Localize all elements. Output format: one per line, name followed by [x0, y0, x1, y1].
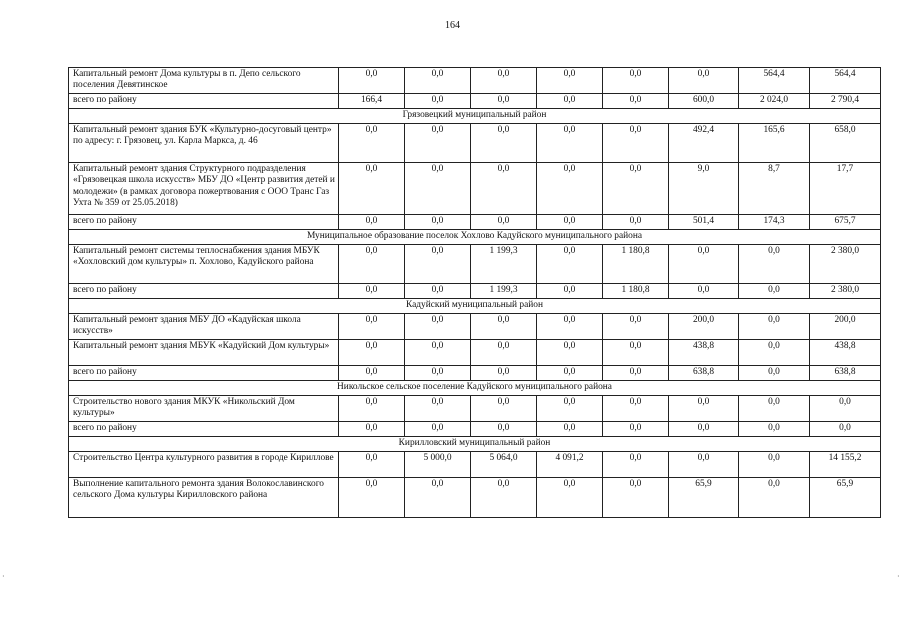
value-cell: 564,4: [739, 68, 810, 94]
value-cell: 0,0: [739, 245, 810, 284]
object-name-cell: Строительство Центра культурного развития в городе Кириллове: [69, 452, 339, 478]
value-cell: 0,0: [405, 314, 471, 340]
value-cell: 0,0: [603, 478, 669, 518]
value-cell: 0,0: [405, 245, 471, 284]
object-name-cell: Выполнение капитального ремонта здания Волокославинского сельского Дома культуры Кирилловского района: [69, 478, 339, 518]
table-row: [69, 340, 881, 366]
value-cell: 0,0: [339, 452, 405, 478]
value-cell: 0,0: [405, 478, 471, 518]
section-title: Никольское сельское поселение Кадуйского муниципального района: [69, 381, 881, 396]
table-row: [69, 452, 881, 478]
district-total-row: [69, 215, 881, 230]
object-name-cell: Строительство нового здания МКУК «Никольский Дом культуры»: [69, 396, 339, 422]
value-cell: 0,0: [471, 68, 537, 94]
value-cell: 0,0: [537, 124, 603, 163]
value-cell: 0,0: [405, 124, 471, 163]
table-row: [69, 163, 881, 215]
value-cell: 0,0: [669, 245, 739, 284]
value-cell: 0,0: [405, 340, 471, 366]
value-cell: 0,0: [537, 366, 603, 381]
value-cell: 0,0: [339, 396, 405, 422]
value-cell: 0,0: [739, 396, 810, 422]
table-row: [69, 68, 881, 94]
object-name-cell: Капитальный ремонт Дома культуры в п. Депо сельского поселения Девятинское: [69, 68, 339, 94]
value-cell: 65,9: [669, 478, 739, 518]
value-cell: 0,0: [471, 163, 537, 215]
value-cell: 0,0: [669, 452, 739, 478]
value-cell: 0,0: [739, 314, 810, 340]
section-title: Кирилловский муниципальный район: [69, 437, 881, 452]
value-cell: 0,0: [471, 94, 537, 109]
table-row: [69, 245, 881, 284]
value-cell: 0,0: [739, 340, 810, 366]
value-cell: 0,0: [339, 245, 405, 284]
section-header-row: [69, 109, 881, 124]
value-cell: 2 380,0: [810, 245, 881, 284]
value-cell: 0,0: [537, 163, 603, 215]
section-header-row: [69, 230, 881, 245]
value-cell: 0,0: [339, 215, 405, 230]
total-label-cell: всего по району: [69, 94, 339, 109]
value-cell: 0,0: [603, 452, 669, 478]
budget-table: [68, 67, 881, 518]
value-cell: 65,9: [810, 478, 881, 518]
total-label-cell: всего по району: [69, 366, 339, 381]
value-cell: 0,0: [537, 68, 603, 94]
value-cell: 165,6: [739, 124, 810, 163]
section-title: Муниципальное образование поселок Хохлово Кадуйского муниципального района: [69, 230, 881, 245]
value-cell: 492,4: [669, 124, 739, 163]
value-cell: 0,0: [603, 68, 669, 94]
table-body: [69, 68, 881, 518]
value-cell: 0,0: [471, 340, 537, 366]
value-cell: 0,0: [603, 314, 669, 340]
value-cell: 0,0: [739, 478, 810, 518]
value-cell: 0,0: [405, 284, 471, 299]
value-cell: 0,0: [405, 94, 471, 109]
value-cell: 0,0: [603, 340, 669, 366]
value-cell: 0,0: [339, 478, 405, 518]
section-header-row: [69, 381, 881, 396]
left-edge-mark: ·: [2, 572, 5, 581]
value-cell: 0,0: [405, 215, 471, 230]
value-cell: 0,0: [471, 124, 537, 163]
object-name-cell: Капитальный ремонт здания МБУК «Кадуйский Дом культуры»: [69, 340, 339, 366]
value-cell: 0,0: [603, 163, 669, 215]
value-cell: 0,0: [669, 396, 739, 422]
value-cell: 0,0: [669, 422, 739, 437]
value-cell: 0,0: [471, 215, 537, 230]
value-cell: 0,0: [537, 396, 603, 422]
value-cell: 0,0: [603, 396, 669, 422]
value-cell: 0,0: [405, 366, 471, 381]
value-cell: 0,0: [339, 68, 405, 94]
total-label-cell: всего по району: [69, 422, 339, 437]
value-cell: 9,0: [669, 163, 739, 215]
value-cell: 0,0: [339, 284, 405, 299]
district-total-row: [69, 94, 881, 109]
right-edge-mark: ·: [897, 572, 900, 581]
value-cell: 0,0: [537, 340, 603, 366]
value-cell: 564,4: [810, 68, 881, 94]
total-label-cell: всего по району: [69, 284, 339, 299]
value-cell: 0,0: [537, 215, 603, 230]
table-row: [69, 314, 881, 340]
district-total-row: [69, 284, 881, 299]
value-cell: 0,0: [537, 478, 603, 518]
value-cell: 0,0: [339, 314, 405, 340]
value-cell: 4 091,2: [537, 452, 603, 478]
object-name-cell: Капитальный ремонт здания БУК «Культурно-досуговый центр» по адресу: г. Грязовец, ул. Карла Маркса, д. 46: [69, 124, 339, 163]
value-cell: 0,0: [603, 366, 669, 381]
value-cell: 0,0: [339, 366, 405, 381]
value-cell: 0,0: [471, 422, 537, 437]
object-name-cell: Капитальный ремонт здания Структурного подразделения «Грязовецкая школа искусств» МБУ ДО «Центр развития детей и молодежи» (в рамках договора пожертвования с ООО Транс Газ Ухта № 359 от 25.05.2018): [69, 163, 339, 215]
value-cell: 438,8: [669, 340, 739, 366]
value-cell: 0,0: [739, 284, 810, 299]
value-cell: 2 024,0: [739, 94, 810, 109]
value-cell: 200,0: [810, 314, 881, 340]
value-cell: 0,0: [537, 94, 603, 109]
value-cell: 0,0: [537, 422, 603, 437]
value-cell: 0,0: [537, 314, 603, 340]
value-cell: 675,7: [810, 215, 881, 230]
value-cell: 0,0: [537, 245, 603, 284]
value-cell: 0,0: [603, 124, 669, 163]
section-header-row: [69, 299, 881, 314]
district-total-row: [69, 366, 881, 381]
value-cell: 0,0: [669, 68, 739, 94]
section-header-row: [69, 437, 881, 452]
value-cell: 638,8: [669, 366, 739, 381]
value-cell: 0,0: [405, 396, 471, 422]
district-total-row: [69, 422, 881, 437]
value-cell: 0,0: [339, 124, 405, 163]
table-row: [69, 396, 881, 422]
value-cell: 14 155,2: [810, 452, 881, 478]
value-cell: 0,0: [405, 163, 471, 215]
value-cell: 438,8: [810, 340, 881, 366]
value-cell: 0,0: [339, 422, 405, 437]
value-cell: 658,0: [810, 124, 881, 163]
value-cell: 0,0: [810, 396, 881, 422]
value-cell: 1 180,8: [603, 284, 669, 299]
value-cell: 0,0: [603, 215, 669, 230]
value-cell: 0,0: [471, 314, 537, 340]
value-cell: 0,0: [739, 452, 810, 478]
value-cell: 0,0: [471, 478, 537, 518]
value-cell: 0,0: [471, 366, 537, 381]
value-cell: 2 380,0: [810, 284, 881, 299]
value-cell: 501,4: [669, 215, 739, 230]
value-cell: 0,0: [603, 94, 669, 109]
value-cell: 17,7: [810, 163, 881, 215]
value-cell: 200,0: [669, 314, 739, 340]
value-cell: 0,0: [537, 284, 603, 299]
value-cell: 2 790,4: [810, 94, 881, 109]
value-cell: 0,0: [339, 163, 405, 215]
value-cell: 5 000,0: [405, 452, 471, 478]
value-cell: 638,8: [810, 366, 881, 381]
value-cell: 0,0: [339, 340, 405, 366]
value-cell: 0,0: [405, 68, 471, 94]
section-title: Грязовецкий муниципальный район: [69, 109, 881, 124]
table-row: [69, 478, 881, 518]
value-cell: 1 180,8: [603, 245, 669, 284]
table-row: [69, 124, 881, 163]
total-label-cell: всего по району: [69, 215, 339, 230]
value-cell: 0,0: [739, 366, 810, 381]
value-cell: 174,3: [739, 215, 810, 230]
page-number: 164: [445, 20, 460, 31]
value-cell: 8,7: [739, 163, 810, 215]
value-cell: 1 199,3: [471, 284, 537, 299]
value-cell: 0,0: [810, 422, 881, 437]
value-cell: 0,0: [471, 396, 537, 422]
section-title: Кадуйский муниципальный район: [69, 299, 881, 314]
value-cell: 0,0: [739, 422, 810, 437]
object-name-cell: Капитальный ремонт системы теплоснабжения здания МБУК «Хохловский дом культуры» п. Хохлово, Кадуйского района: [69, 245, 339, 284]
value-cell: 0,0: [669, 284, 739, 299]
value-cell: 1 199,3: [471, 245, 537, 284]
object-name-cell: Капитальный ремонт здания МБУ ДО «Кадуйская школа искусств»: [69, 314, 339, 340]
value-cell: 0,0: [405, 422, 471, 437]
value-cell: 166,4: [339, 94, 405, 109]
value-cell: 600,0: [669, 94, 739, 109]
value-cell: 0,0: [603, 422, 669, 437]
value-cell: 5 064,0: [471, 452, 537, 478]
